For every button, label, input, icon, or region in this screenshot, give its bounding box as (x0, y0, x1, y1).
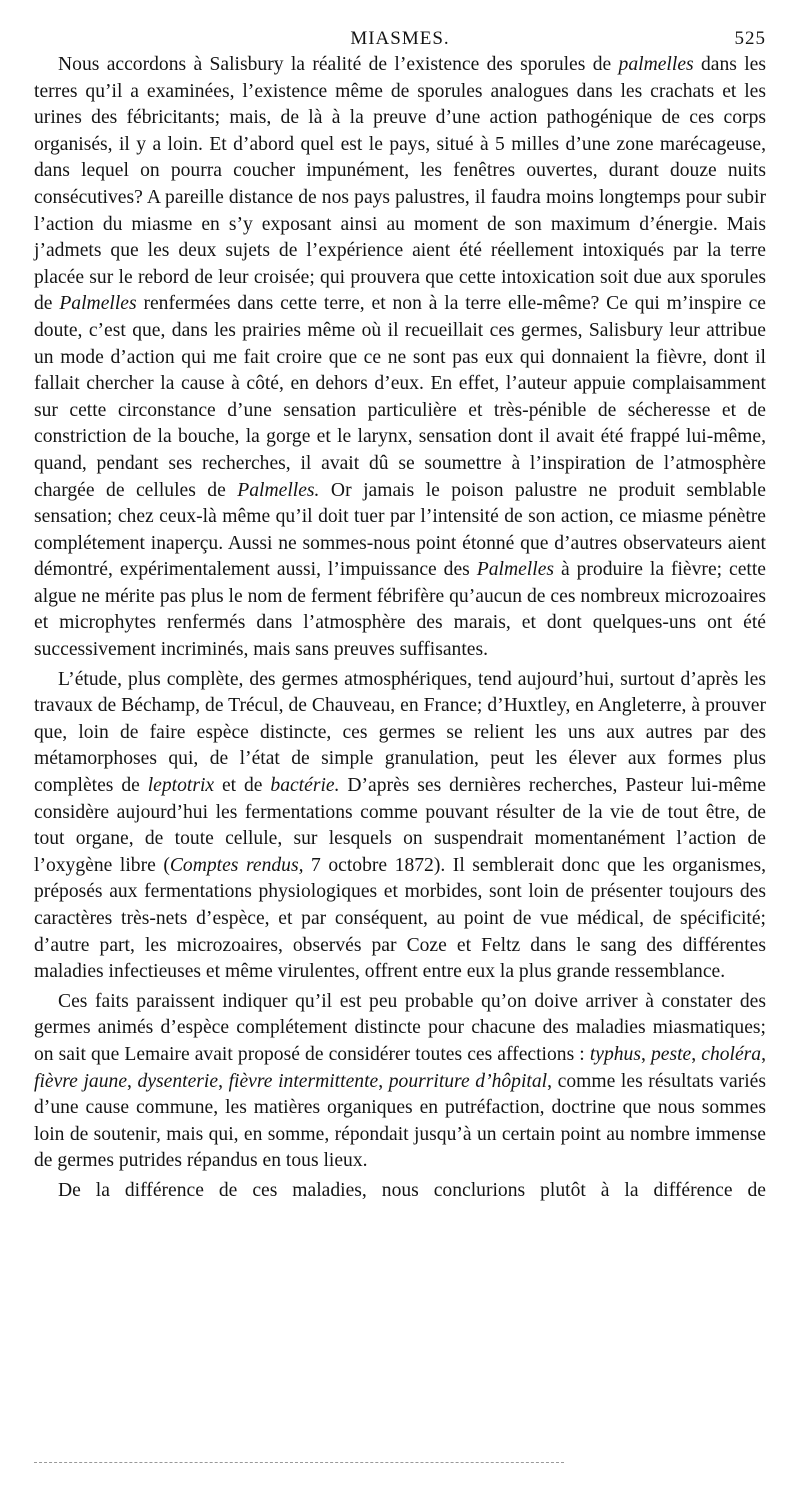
italic-term: Comptes rendus, (169, 854, 304, 876)
italic-term: pourriture d’hôpital (388, 1070, 548, 1092)
italic-term: bactérie. (270, 775, 340, 797)
italic-term: choléra (701, 1043, 762, 1065)
text-run: De la différence de ces maladies, nous conclurions plutôt à la différence de (58, 1179, 766, 1201)
text-run: D’après ses dernières recherches, Pasteur lui-même considère aujourd’hui les fermentations comme pouvant résulter de la vie de tout être, de tout organe, de toute cellule, sur lesquels on suspendrait momentanément l’action de l’oxygène libre ( (34, 775, 766, 876)
italic-term: typhus (589, 1043, 641, 1065)
text-run: , comme les résultats variés d’une cause commune, les matières organiques en putréfaction, doctrine que nous sommes loin de soutenir, mais qui, en somme, répondait jusqu’à un certain point au nombre immense de germes putrides répandus en tous lieux. (34, 1070, 767, 1172)
italic-term: Palmelles (476, 559, 555, 581)
text-run: renfermées dans cette terre, et non à la terre elle-même? Ce qui m’inspire ce doute, c’est que, dans les prairies même où il recueillait ces germes, Salisbury leur attribue un mode d’action qui me fait croire que ce ne sont pas eux qui donnaient la fièvre, dont il fallait chercher la cause à côté, en dehors d’eux. En effet, l’auteur appuie complaisamment sur cette circonstance d’une sensation particulière et très-pénible de sécheresse et de constriction de la bouche, la gorge et le larynx, sensation dont il avait été frappé lui-même, quand, pendant ses recherches, il avait dû se soumettre à l’inspiration de l’atmosphère chargée de cellules de (34, 293, 766, 501)
running-title: MIASMES. (350, 28, 450, 49)
italic-term: peste (650, 1043, 692, 1065)
text-run: , (378, 1070, 389, 1092)
page-number: 525 (734, 28, 766, 49)
text-run: , (127, 1070, 138, 1092)
text-run: Nous accordons à Salisbury la réalité de l’existence des sporules de (58, 54, 619, 75)
text-run: , (218, 1070, 229, 1092)
text-run: , (640, 1043, 651, 1065)
paragraph (34, 667, 766, 986)
italic-term: Palmelles (59, 293, 137, 315)
italic-term: palmelles (618, 54, 694, 75)
text-run: L’étude, plus complète, des germes atmosphériques, tend aujourd’hui, surtout d’après les travaux de Béchamp, de Trécul, de Chauveau, en France; d’Huxtley, en Angleterre, à prouver que, loin de faire espèce distincte, ces germes se relient les uns aux autres par des métamorphoses qui, de l’état de simple granulation, peut les élever aux formes plus complètes de (34, 668, 766, 797)
italic-term: dysenterie (137, 1070, 219, 1092)
italic-term: fièvre jaune (34, 1070, 128, 1092)
paragraph (34, 52, 766, 664)
body-text (34, 52, 766, 1205)
text-run: , (761, 1043, 767, 1065)
book-page (34, 22, 766, 1205)
paragraph (34, 1178, 766, 1205)
text-run: 7 octobre 1872). Il semblerait donc que les organismes, préposés aux fermentations physiologiques et morbides, sont loin de présenter toujours des caractères très-nets d’espèce, et par conséquent, au point de vue médical, de spécificité; d’autre part, les microzoaires, observés par Coze et Feltz dans le sang des différentes maladies infectieuses et même virulentes, offrent entre eux la plus grande ressemblance. (34, 854, 766, 983)
running-header (34, 22, 766, 52)
text-run: Or jamais le poison palustre ne produit semblable sensation; chez ceux-là même qu’il doit tuer par l’intensité de son action, ce miasme pénètre complétement inaperçu. Aussi ne sommes-nous point étonné que d’autres observateurs aient démontré, expérimentalement aussi, l’impuissance des (34, 479, 766, 581)
text-run: et de (214, 775, 271, 797)
italic-term: leptotrix (147, 775, 215, 797)
text-run: , (691, 1043, 702, 1065)
italic-term: Palmelles. (237, 479, 320, 501)
text-run: à produire la fièvre; cette algue ne mérite pas plus le nom de ferment fébrifère qu’aucun de ces nombreux microzoaires et microphytes renfermés dans l’atmosphère des marais, et dont quelques-uns ont été successivement incriminés, mais sans preuves suffisantes. (34, 559, 766, 661)
footnote-divider (34, 1462, 564, 1463)
paragraph (34, 989, 766, 1175)
text-run: Ces faits paraissent indiquer qu’il est peu probable qu’on doive arriver à constater des germes animés d’espèce complétement distincte pour chacune des maladies miasmatiques; on sait que Lemaire avait proposé de considérer toutes ces affections : (34, 990, 766, 1065)
italic-term: fièvre intermittente (228, 1070, 379, 1092)
text-run: dans les terres qu’il a examinées, l’existence même de sporules analogues dans les crachats et les urines des fébricitants; mais, de là à la preuve d’une action pathogénique de ces corps organisés, il y a loin. Et d’abord quel est le pays, situé à 5 milles d’une zone marécageuse, dans lequel on pourra coucher impunément, les fenêtres ouvertes, durant douze nuits consécutives? A pareille distance de nos pays palustres, il faudra moins longtemps pour subir l’action du miasme en s’y exposant ainsi au moment de son maximum d’énergie. Mais j’admets que les deux sujets de l’expérience aient été réellement intoxiqués par la terre placée sur le rebord de leur croisée; qui prouvera que cette intoxication soit due aux sporules de (34, 54, 766, 315)
